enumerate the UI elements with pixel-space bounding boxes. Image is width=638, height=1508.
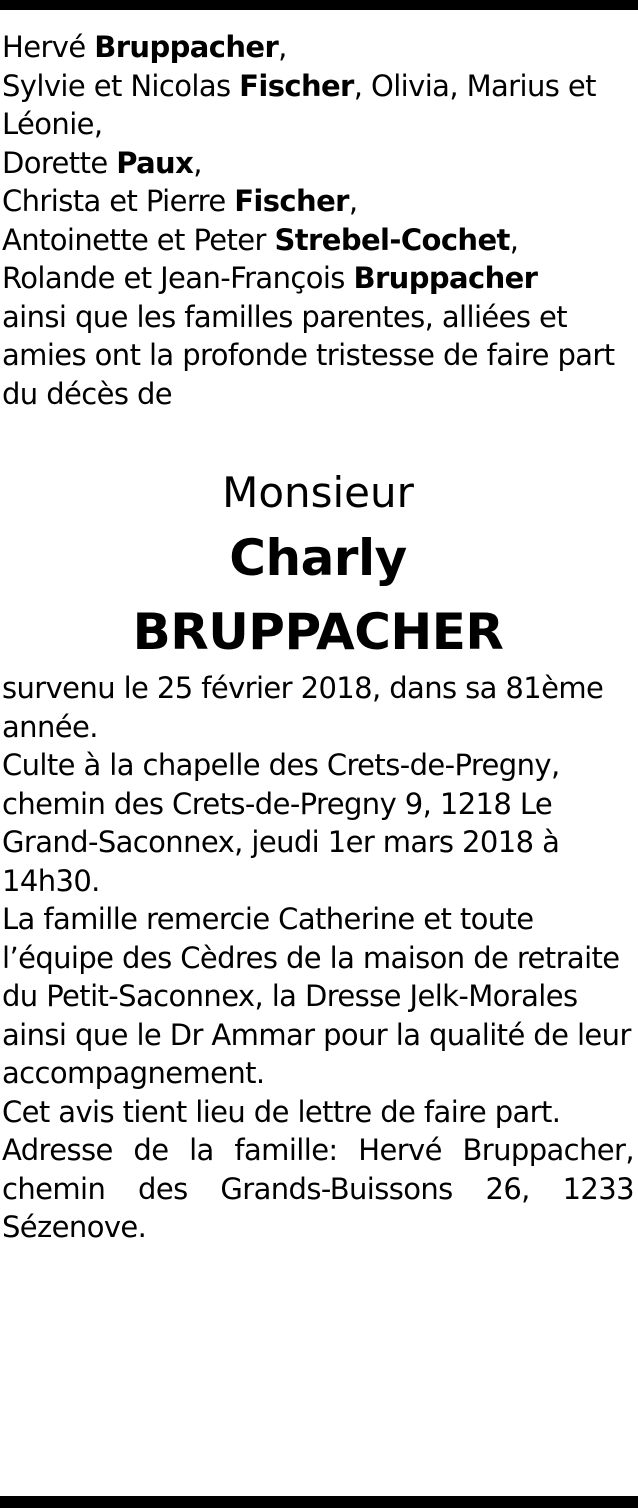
family-line: Rolande et Jean-François Bruppacher [2, 261, 538, 295]
family-surname: Fischer [234, 184, 349, 218]
deceased-last-name: BRUPPACHER [132, 603, 504, 661]
family-surname: Strebel-Cochet [274, 222, 510, 257]
family-surname: Bruppacher [94, 30, 279, 64]
family-surname: Bruppacher [353, 261, 538, 295]
death-notice [2, 28, 634, 1247]
top-rule [0, 0, 638, 10]
ceremony-text: Culte à la chapelle des Crets-de-Pregny, chemin des Crets-de-Pregny 9, 1218 Le Grand-Saconnex, jeudi 1er mars 2018 à 14h30. [2, 748, 560, 898]
family-line: Hervé Bruppacher, [2, 30, 287, 64]
deceased-block [2, 465, 634, 669]
family-line: Sylvie et Nicolas Fischer, Olivia, Marius et Léonie, [2, 68, 596, 141]
deceased-salutation: Monsieur [222, 468, 414, 517]
family-surname: Paux [116, 145, 194, 180]
notice-text: Cet avis tient lieu de lettre de faire part. [2, 1094, 561, 1129]
family-line: Dorette Paux, [2, 145, 202, 180]
deceased-first-name: Charly [229, 529, 407, 587]
announcement-intro: ainsi que les familles parentes, alliées et amies ont la profonde tristesse de faire part du décès de [2, 299, 615, 411]
family-line: Christa et Pierre Fischer, [2, 184, 358, 218]
death-date-text: survenu le 25 février 2018, dans sa 81ème année. [2, 671, 604, 744]
family-line: Antoinette et Peter Strebel-Cochet, [2, 222, 519, 257]
family-surname: Fischer [239, 68, 354, 103]
family-address: Adresse de la famille: Hervé Bruppacher, chemin des Grands-Buissons 26, 1233 Sézenove. [2, 1133, 634, 1244]
thanks-text: La famille remercie Catherine et toute l’équipe des Cèdres de la maison de retraite du Petit-Saconnex, la Dresse Jelk-Morales ainsi que le Dr Ammar pour la qualité de leur accompagnement. [2, 902, 631, 1090]
bottom-rule [0, 1496, 638, 1508]
